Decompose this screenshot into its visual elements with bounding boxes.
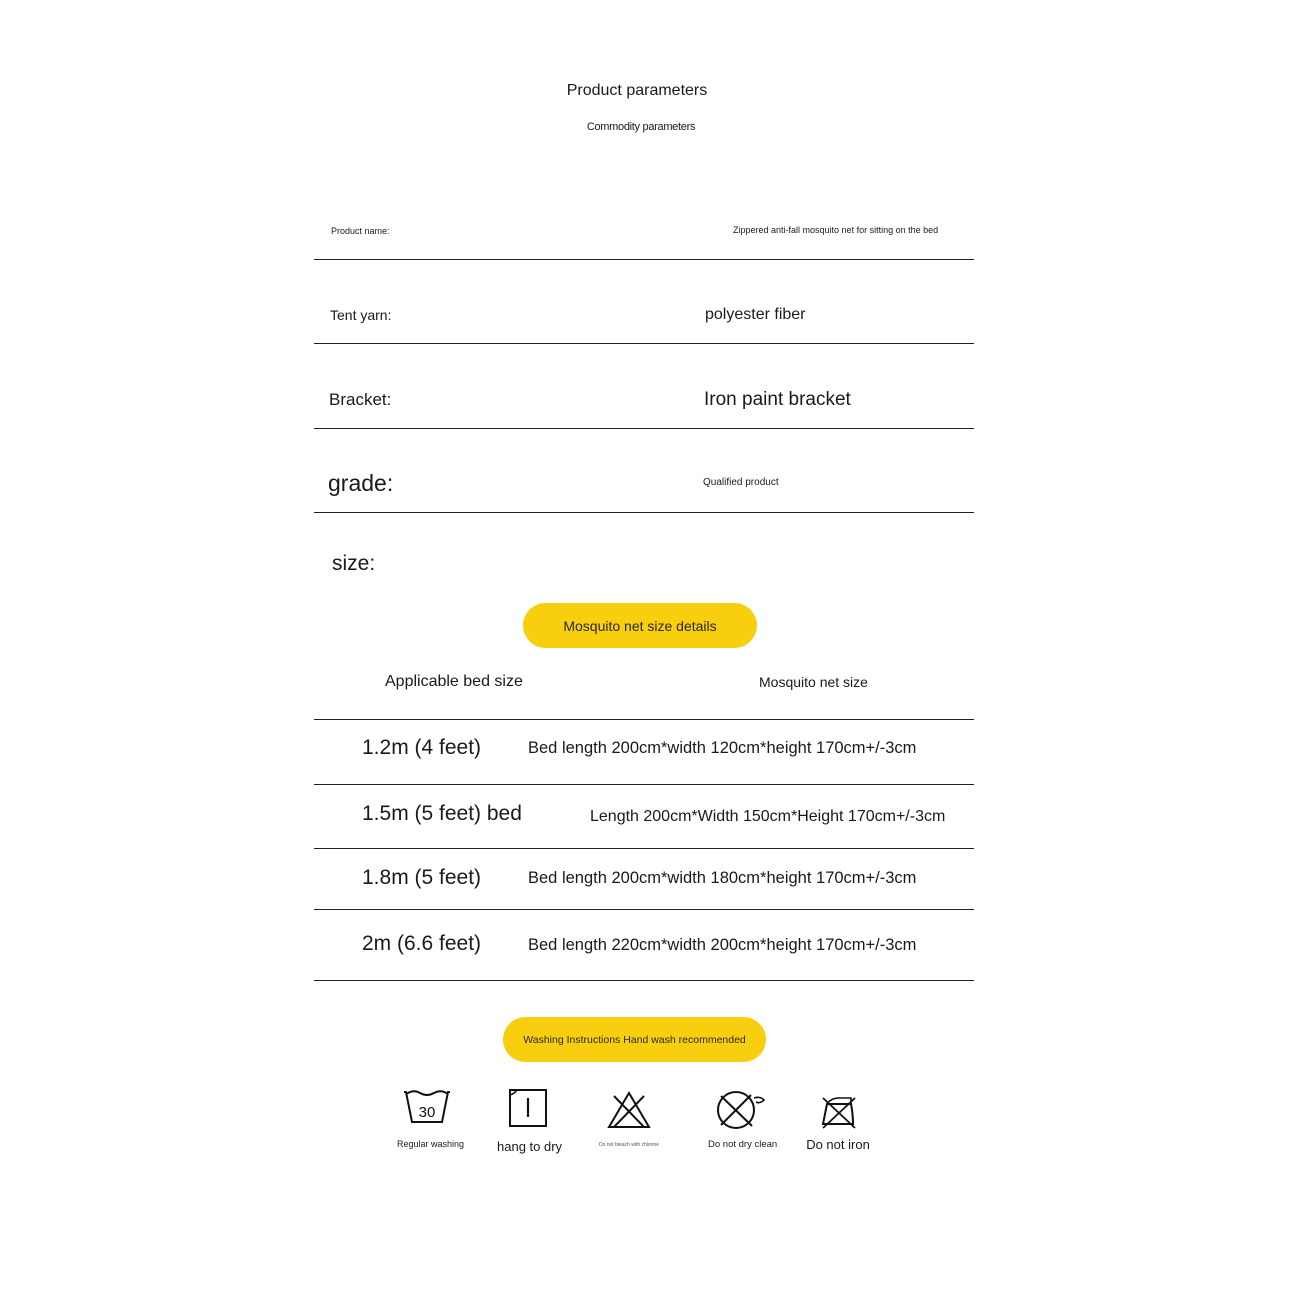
size-row-bed: 1.8m (5 feet) <box>362 866 482 889</box>
size-details-button-label: Mosquito net size details <box>563 617 717 634</box>
param-value-product-name: Zippered anti-fall mosquito net for sitting on the bed <box>733 225 939 235</box>
no-bleach-icon <box>606 1090 652 1130</box>
care-label: hang to dry <box>497 1139 563 1154</box>
param-value-grade: Qualified product <box>703 477 779 488</box>
divider <box>314 259 974 260</box>
size-details-button[interactable] <box>523 603 757 648</box>
no-iron-icon <box>817 1092 859 1130</box>
divider <box>314 980 974 981</box>
param-label-product-name: Product name: <box>331 226 390 236</box>
size-row-bed: 2m (6.6 feet) <box>362 932 482 955</box>
care-label: Do not iron <box>806 1137 870 1152</box>
divider <box>314 848 974 849</box>
care-item-hang-dry <box>497 1088 563 1158</box>
wash-temp: 30 <box>418 1104 436 1121</box>
column-header-net-size: Mosquito net size <box>759 674 868 690</box>
size-row-net: Bed length 220cm*width 200cm*height 170cm+/-3cm <box>528 936 917 954</box>
page-subtitle: Commodity parameters <box>586 121 696 133</box>
divider <box>314 909 974 910</box>
divider <box>314 343 974 344</box>
wash-tub-30-icon <box>402 1088 452 1126</box>
param-value-tent-yarn: polyester fiber <box>705 306 806 323</box>
care-label: Do not dry clean <box>708 1139 778 1150</box>
column-header-bed-size: Applicable bed size <box>385 673 523 690</box>
care-item-no-bleach <box>598 1090 660 1160</box>
size-row-net: Bed length 200cm*width 180cm*height 170cm+/-3cm <box>528 869 917 887</box>
care-item-wash <box>397 1088 465 1158</box>
param-label-grade: grade: <box>328 470 394 496</box>
param-label-tent-yarn: Tent yarn: <box>330 307 392 323</box>
washing-instructions-label: Washing Instructions Hand wash recommended <box>523 1033 746 1046</box>
param-label-bracket: Bracket: <box>329 390 392 409</box>
hang-dry-icon <box>508 1088 548 1128</box>
care-item-no-iron <box>806 1092 870 1162</box>
divider <box>314 784 974 785</box>
size-row-bed: 1.2m (4 feet) <box>362 736 482 759</box>
page-title: Product parameters <box>566 82 708 99</box>
no-dry-clean-icon <box>710 1088 768 1132</box>
care-item-no-dry-clean <box>708 1088 778 1158</box>
divider <box>314 428 974 429</box>
washing-instructions-button[interactable] <box>503 1017 766 1062</box>
care-label: Regular washing <box>397 1139 465 1149</box>
param-value-bracket: Iron paint bracket <box>704 389 851 410</box>
divider <box>314 719 974 720</box>
care-label: Do not bleach with chlorine <box>598 1142 660 1148</box>
size-row-net: Bed length 200cm*width 120cm*height 170cm+/-3cm <box>528 739 917 757</box>
size-row-bed: 1.5m (5 feet) bed <box>362 802 522 825</box>
divider <box>314 512 974 513</box>
param-label-size: size: <box>332 552 376 575</box>
size-row-net: Length 200cm*Width 150cm*Height 170cm+/-3cm <box>590 808 946 825</box>
